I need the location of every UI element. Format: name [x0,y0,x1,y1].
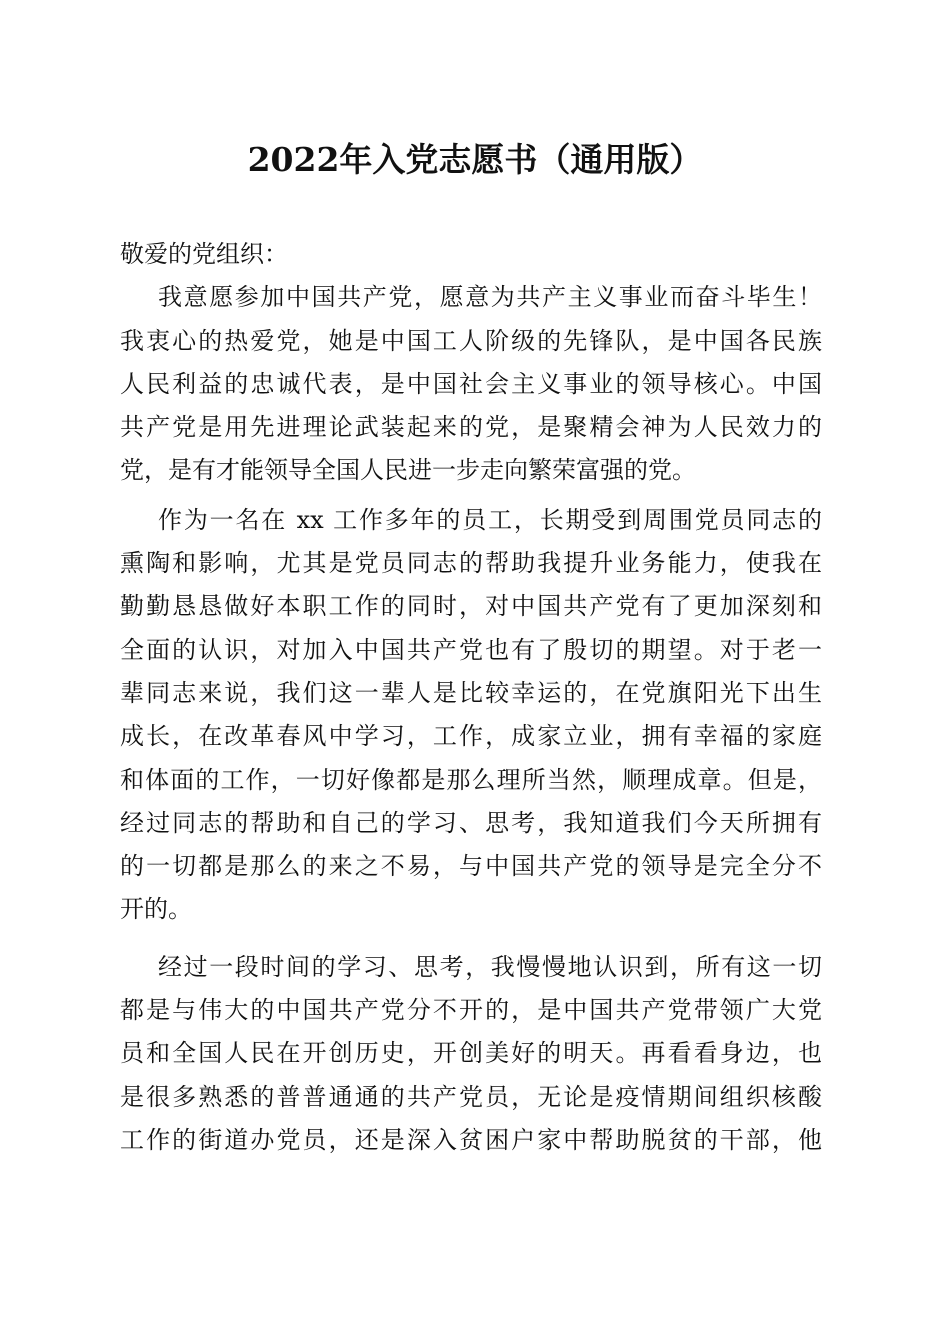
text-line: 人民利益的忠诚代表，是中国社会主义事业的领导核心。中国 [120,369,822,398]
paragraph-1 [120,276,822,492]
text-line: 熏陶和影响，尤其是党员同志的帮助我提升业务能力，使我在 [120,549,822,578]
text-line: 工作的街道办党员，还是深入贫困户家中帮助脱贫的干部，他 [120,1125,822,1154]
text-line: 的一切都是那么的来之不易，与中国共产党的领导是完全分不 [120,852,822,881]
text-line: 开的。 [120,895,192,924]
text-line: 经过一段时间的学习、思考，我慢慢地认识到，所有这一切 [158,952,822,981]
document-title: 2022年入党志愿书（通用版） [247,140,703,179]
text-line: 是很多熟悉的普普通通的共产党员，无论是疫情期间组织核酸 [120,1082,822,1111]
paragraph-2 [120,499,822,932]
text-line: 员和全国人民在开创历史，开创美好的明天。再看看身边，也 [120,1039,822,1068]
text-line: 成长，在改革春风中学习，工作，成家立业，拥有幸福的家庭 [120,722,822,751]
salutation: 敬爱的党组织： [120,240,288,268]
text-line: 和体面的工作，一切好像都是那么理所当然，顺理成章。但是， [120,765,822,794]
text-line: 共产党是用先进理论武装起来的党，是聚精会神为人民效力的 [120,413,822,442]
text-line: 勤勤恳恳做好本职工作的同时，对中国共产党有了更加深刻和 [120,592,822,621]
text-line: 辈同志来说，我们这一辈人是比较幸运的，在党旗阳光下出生 [120,678,822,707]
text-line: 作为一名在 xx 工作多年的员工，长期受到周围党员同志的 [158,505,822,534]
text-line: 都是与伟大的中国共产党分不开的，是中国共产党带领广大党 [120,996,822,1025]
text-line: 我意愿参加中国共产党，愿意为共产主义事业而奋斗毕生！ [158,283,822,312]
text-line: 我衷心的热爱党，她是中国工人阶级的先锋队，是中国各民族 [120,326,822,355]
text-line: 全面的认识，对加入中国共产党也有了殷切的期望。对于老一 [120,635,822,664]
text-line: 经过同志的帮助和自己的学习、思考，我知道我们今天所拥有 [120,808,822,837]
text-line: 党，是有才能领导全国人民进一步走向繁荣富强的党。 [120,456,696,485]
paragraph-3 [120,946,822,1162]
document-body [120,233,822,1162]
